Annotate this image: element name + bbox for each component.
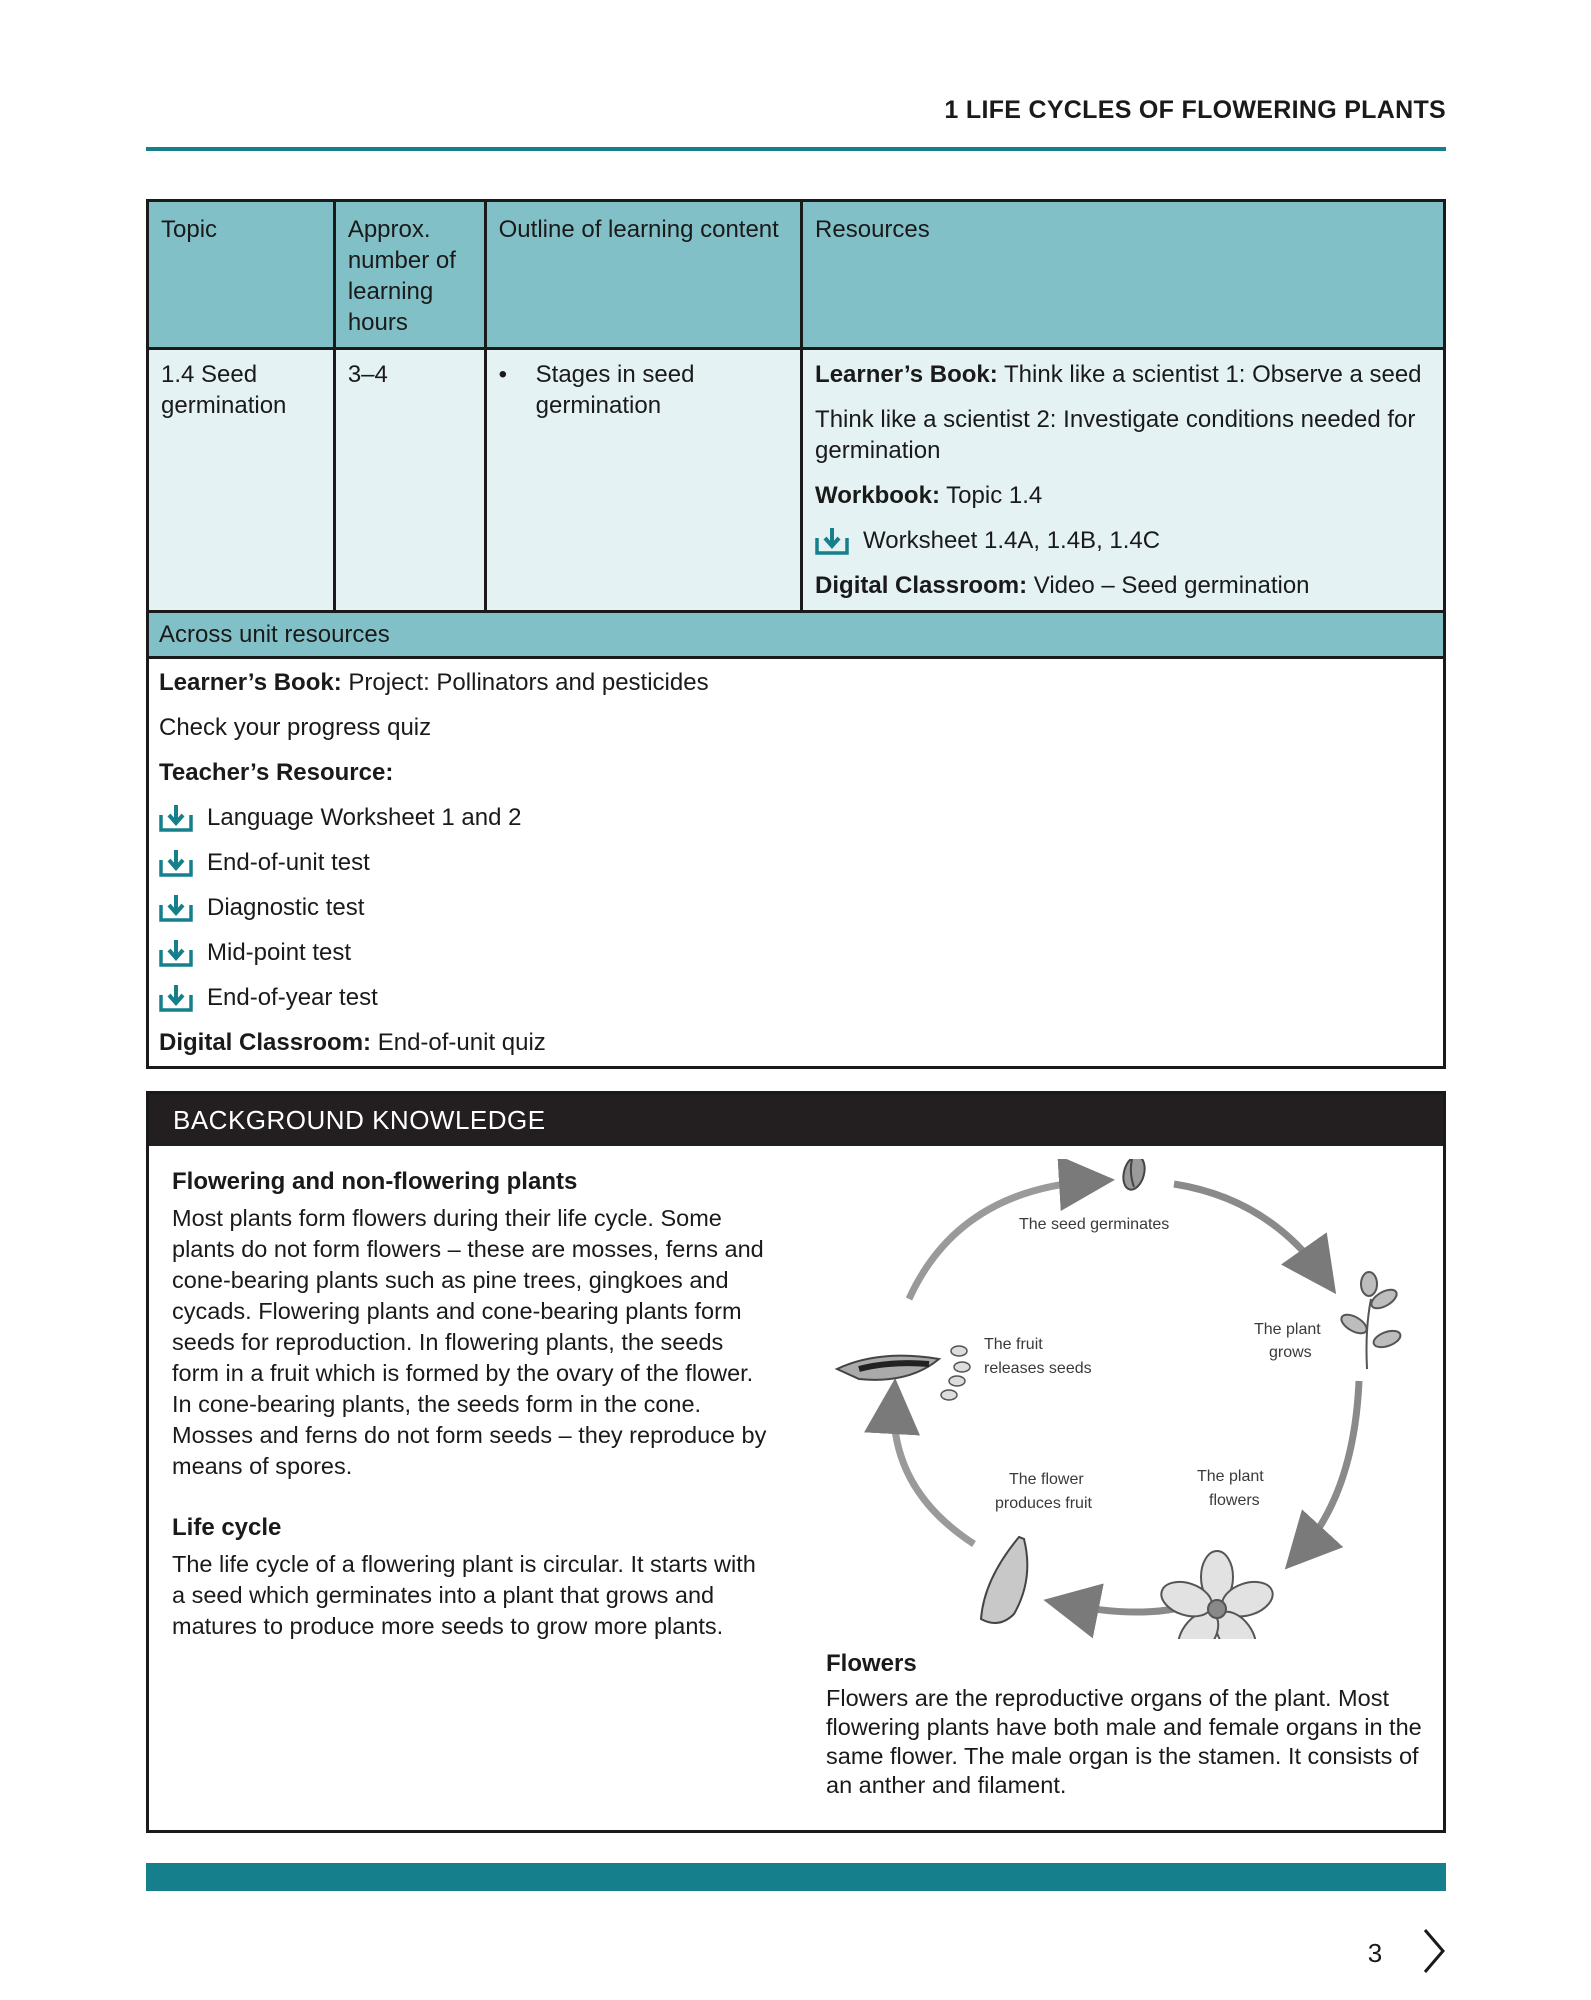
workbook-resource — [815, 480, 1431, 511]
flower-icon — [1157, 1551, 1277, 1639]
download-label: Diagnostic test — [207, 894, 365, 921]
label-plant-grows-1: The plant — [1254, 1321, 1321, 1338]
download-item[interactable] — [159, 847, 1433, 878]
download-label: Mid-point test — [207, 939, 352, 966]
download-item[interactable] — [159, 937, 1433, 968]
label-fruit-release-1: The fruit — [984, 1336, 1043, 1353]
across-unit-header-row — [148, 612, 1445, 658]
table-header-row — [148, 201, 1445, 349]
section-text-flowering: Most plants form flowers during their life cycle. Some plants do not form flowers – these are mosses, ferns and cone-bearing plants such as pine trees, gingkoes and cycads. Flowering plants and cone-bearing plants form seeds for reproduction. In flowering plants, the seeds form in a fruit which is formed by the ovary of the flower. In cone-bearing plants, the seeds form in the cone. Mosses and ferns do not form seeds – they reproduce by means of spores. — [172, 1205, 767, 1479]
cycle-arrow — [1299, 1381, 1359, 1554]
unit-digital-classroom — [159, 1027, 1433, 1058]
hours-cell: 3–4 — [334, 349, 485, 612]
label-plant-flowers-1: The plant — [1197, 1468, 1264, 1485]
unit-learners-book-label: Learner’s Book: — [159, 669, 342, 696]
section-text-life-cycle: The life cycle of a flowering plant is circular. It starts with a seed which germinates into a plant that grows and matures to produce more seeds to grow more plants. — [172, 1551, 756, 1639]
think-like-scientist-2: Think like a scientist 2: Investigate conditions needed for germination — [815, 406, 1416, 464]
background-left-column — [172, 1166, 772, 1672]
workbook-label: Workbook: — [815, 482, 940, 509]
unit-learners-book-text: Project: Pollinators and pesticides — [341, 669, 709, 696]
label-plant-flowers-2: flowers — [1209, 1492, 1260, 1509]
outline-bullet-item — [499, 359, 788, 421]
cycle-arrow — [1174, 1184, 1324, 1277]
check-progress-quiz: Check your progress quiz — [159, 714, 432, 741]
digital-classroom-resource — [815, 570, 1431, 601]
download-icon — [159, 803, 193, 833]
lesson-plan-table — [146, 199, 1446, 1069]
outline-cell — [485, 349, 801, 612]
download-icon — [815, 526, 849, 556]
download-label: Language Worksheet 1 and 2 — [207, 804, 522, 831]
chevron-right-icon[interactable] — [1422, 1928, 1446, 1974]
download-label: End-of-unit test — [207, 849, 370, 876]
section-heading-flowers: Flowers — [826, 1650, 917, 1677]
header-topic: Topic — [148, 201, 335, 349]
download-item[interactable] — [159, 982, 1433, 1013]
learners-book-text: Think like a scientist 1: Observe a seed — [997, 361, 1422, 388]
worksheet-text: Worksheet 1.4A, 1.4B, 1.4C — [863, 527, 1161, 554]
unit-digital-classroom-text: End-of-unit quiz — [371, 1029, 546, 1056]
label-fruit-release-2: releases seeds — [984, 1360, 1092, 1377]
topic-cell: 1.4 Seed germination — [148, 349, 335, 612]
section-heading-flowering: Flowering and non-flowering plants — [172, 1168, 578, 1195]
header-hours: Approx. number of learning hours — [334, 201, 485, 349]
life-cycle-svg — [829, 1159, 1429, 1639]
resources-cell — [802, 349, 1445, 612]
download-label: End-of-year test — [207, 984, 378, 1011]
life-cycle-diagram — [829, 1159, 1429, 1639]
header-rule — [146, 147, 1446, 151]
label-plant-grows-2: grows — [1269, 1344, 1312, 1361]
section-text-flowers: Flowers are the reproductive organs of the plant. Most flowering plants have both male and female organs in the same flower. The male organ is the stamen. It consists of an anther and filament. — [826, 1685, 1422, 1798]
across-unit-title: Across unit resources — [148, 612, 1445, 658]
cycle-arrow — [1064, 1604, 1174, 1612]
plant-icon — [1338, 1272, 1402, 1369]
open-pod-icon — [837, 1346, 970, 1400]
cycle-arrow — [909, 1181, 1094, 1299]
fruit-icon — [981, 1537, 1027, 1623]
background-knowledge-box — [146, 1091, 1446, 1833]
table-row — [148, 349, 1445, 612]
label-seed-germinates: The seed germinates — [1019, 1216, 1170, 1233]
page-number: 3 — [1367, 1938, 1383, 1968]
running-title: 1 LIFE CYCLES OF FLOWERING PLANTS — [944, 96, 1446, 124]
cycle-arrow — [894, 1399, 974, 1544]
download-icon — [159, 893, 193, 923]
download-item[interactable] — [159, 892, 1433, 923]
download-icon — [159, 848, 193, 878]
outline-text: Stages in seed germination — [535, 361, 695, 419]
download-icon — [159, 983, 193, 1013]
across-unit-row — [148, 658, 1445, 1068]
learners-book-resource — [815, 359, 1431, 390]
header-outline: Outline of learning content — [485, 201, 801, 349]
digital-classroom-text: Video – Seed germination — [1027, 572, 1310, 599]
label-flower-fruit-1: The flower — [1009, 1471, 1084, 1488]
learners-book-label: Learner’s Book: — [815, 361, 998, 388]
background-knowledge-title: BACKGROUND KNOWLEDGE — [149, 1094, 1443, 1146]
across-unit-cell — [148, 658, 1445, 1068]
header-resources: Resources — [802, 201, 1445, 349]
teachers-resource — [159, 757, 1433, 788]
label-flower-fruit-2: produces fruit — [995, 1495, 1092, 1512]
download-item[interactable] — [159, 802, 1433, 833]
unit-learners-book — [159, 667, 1433, 698]
worksheet-download[interactable] — [815, 525, 1431, 556]
unit-digital-classroom-label: Digital Classroom: — [159, 1029, 372, 1056]
download-icon — [159, 938, 193, 968]
workbook-text: Topic 1.4 — [939, 482, 1043, 509]
seed-icon — [1120, 1159, 1148, 1192]
background-right-column — [826, 1649, 1426, 1830]
section-heading-life-cycle: Life cycle — [172, 1514, 282, 1541]
footer-band — [146, 1863, 1446, 1891]
digital-classroom-label: Digital Classroom: — [815, 572, 1028, 599]
bullet-dot: • — [498, 361, 508, 388]
teachers-resource-label: Teacher’s Resource: — [159, 759, 394, 786]
